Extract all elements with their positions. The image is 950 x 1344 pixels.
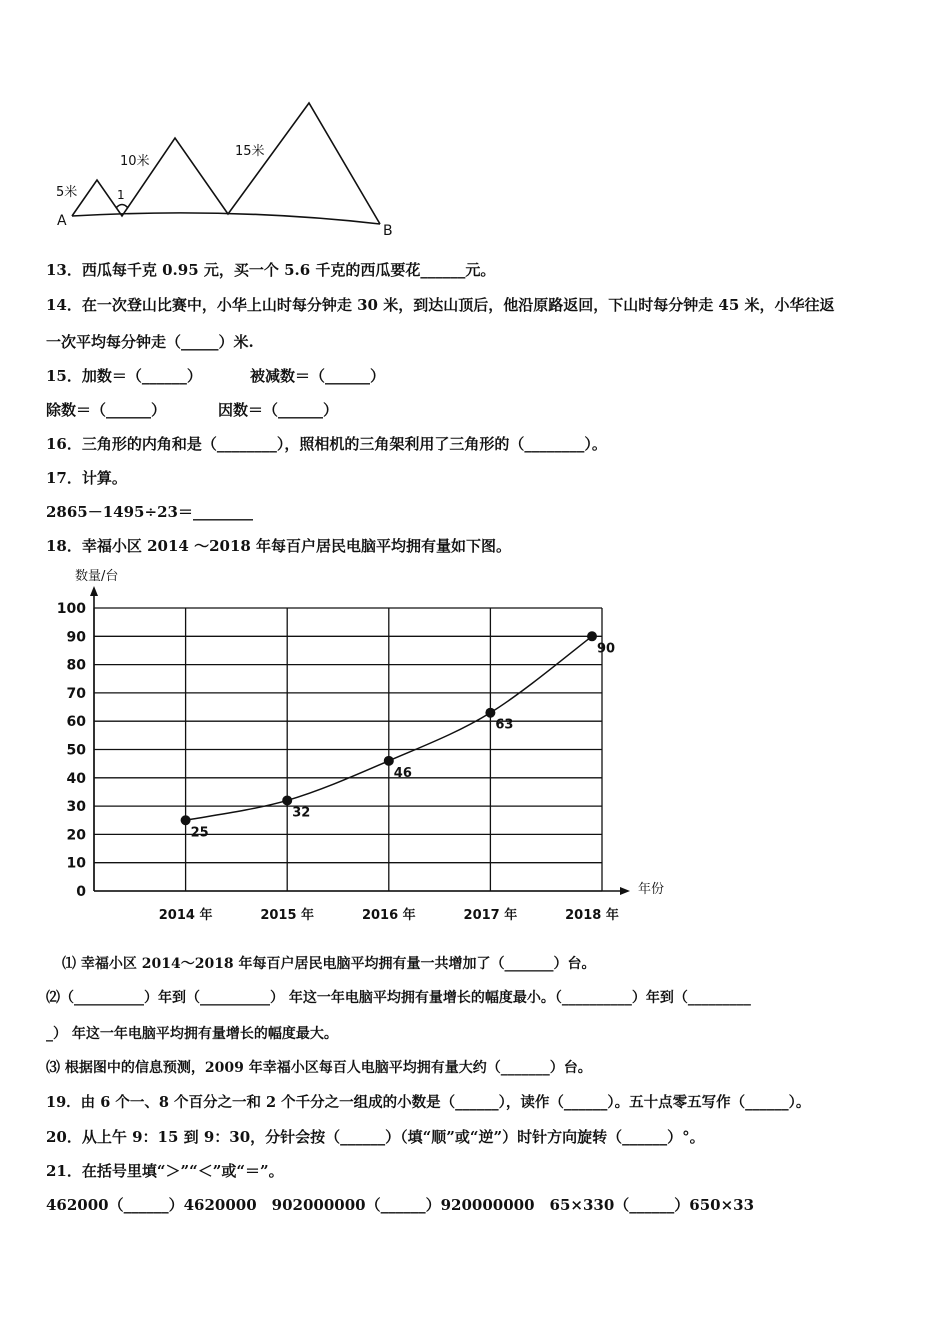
y-axis-label: 数量/台 xyxy=(75,569,119,584)
question-18-title: 18．幸福小区 2014 ～2018 年每百户居民电脑平均拥有量如下图。 xyxy=(46,537,512,555)
angle-1-arc xyxy=(116,205,128,209)
question-18-part3: ⑶ 根据图中的信息预测，2009 年幸福小区每百人电脑平均拥有量大约（_______）台。 xyxy=(46,1060,592,1076)
question-18-part2-line2: _） 年这一年电脑平均拥有量增长的幅度最大。 xyxy=(46,1026,338,1042)
question-17-expression: 2865－1495÷23＝________ xyxy=(46,503,253,521)
y-tick-label: 70 xyxy=(66,685,86,702)
question-14-line1: 14．在一次登山比赛中，小华上山时每分钟走 30 米，到达山顶后，他沿原路返回，下山时每分钟走 45 米，小华往返 xyxy=(46,296,835,314)
label-b: B xyxy=(383,223,393,239)
question-21-title: 21．在括号里填“＞”“＜”或“＝”。 xyxy=(46,1162,284,1180)
x-axis-arrow xyxy=(620,887,630,895)
question-13: 13．西瓜每千克 0.95 元，买一个 5.6 千克的西瓜要花______元。 xyxy=(46,261,496,279)
question-15-addend: 15．加数＝（______） xyxy=(46,367,202,385)
question-15-factor: 因数＝（______） xyxy=(218,401,339,419)
question-20: 20．从上午 9：15 到 9：30，分针会按（______）（填“顺”或“逆”）时针方向旋转（______）°。 xyxy=(46,1128,705,1146)
data-point xyxy=(282,795,292,805)
x-tick-label: 2018 年 xyxy=(565,908,619,923)
x-axis-label: 年份 xyxy=(638,882,665,897)
question-15-minuend: 被减数＝（______） xyxy=(250,367,386,385)
y-tick-label: 10 xyxy=(66,855,86,872)
question-21-items: 462000（______）4620000 902000000（______）920000000 65×330（______）650×33 xyxy=(46,1196,755,1214)
data-label: 63 xyxy=(495,717,514,733)
mountain-baseline xyxy=(72,213,380,224)
data-label: 25 xyxy=(190,825,209,841)
y-tick-label: 0 xyxy=(76,884,86,900)
data-point xyxy=(485,708,495,718)
label-15m: 15米 xyxy=(235,144,265,159)
data-point xyxy=(384,756,394,766)
x-tick-label: 2017 年 xyxy=(463,908,518,923)
y-tick-label: 40 xyxy=(66,770,86,787)
y-tick-label: 60 xyxy=(66,714,86,731)
mountain-figure xyxy=(50,95,410,245)
label-a: A xyxy=(57,213,67,229)
y-tick-label: 100 xyxy=(56,601,86,617)
question-16: 16．三角形的内角和是（________），照相机的三角架利用了三角形的（________）。 xyxy=(46,435,607,453)
data-point xyxy=(587,631,597,641)
y-axis-arrow xyxy=(90,586,98,596)
label-1: 1 xyxy=(117,188,125,202)
line-chart xyxy=(50,560,680,935)
x-tick-label: 2014 年 xyxy=(158,908,213,923)
question-14-line2: 一次平均每分钟走（_____）米. xyxy=(46,333,254,351)
label-10m: 10米 xyxy=(120,154,150,169)
question-17-title: 17．计算。 xyxy=(46,469,127,487)
data-label: 90 xyxy=(597,641,616,657)
x-tick-label: 2015 年 xyxy=(260,908,315,923)
y-tick-label: 20 xyxy=(66,827,86,844)
question-18-part2-line1: ⑵（__________）年到（__________） 年这一年电脑平均拥有量增长的幅度最小。（__________）年到（_________ xyxy=(46,990,751,1006)
question-19: 19．由 6 个一、8 个百分之一和 2 个千分之一组成的小数是（______），读作（______）。五十点零五写作（______）。 xyxy=(46,1094,811,1111)
y-tick-label: 50 xyxy=(66,742,86,759)
question-18-part1: ⑴ 幸福小区 2014～2018 年每百户居民电脑平均拥有量一共增加了（_______）台。 xyxy=(62,956,596,972)
data-point xyxy=(181,815,191,825)
question-15-divisor: 除数＝（______） xyxy=(46,401,167,419)
data-label: 46 xyxy=(393,765,412,781)
y-tick-label: 90 xyxy=(66,629,86,646)
data-label: 32 xyxy=(292,805,311,821)
x-tick-label: 2016 年 xyxy=(361,908,416,923)
y-tick-label: 80 xyxy=(66,657,86,674)
label-5m: 5米 xyxy=(56,185,78,200)
y-tick-label: 30 xyxy=(66,799,86,816)
